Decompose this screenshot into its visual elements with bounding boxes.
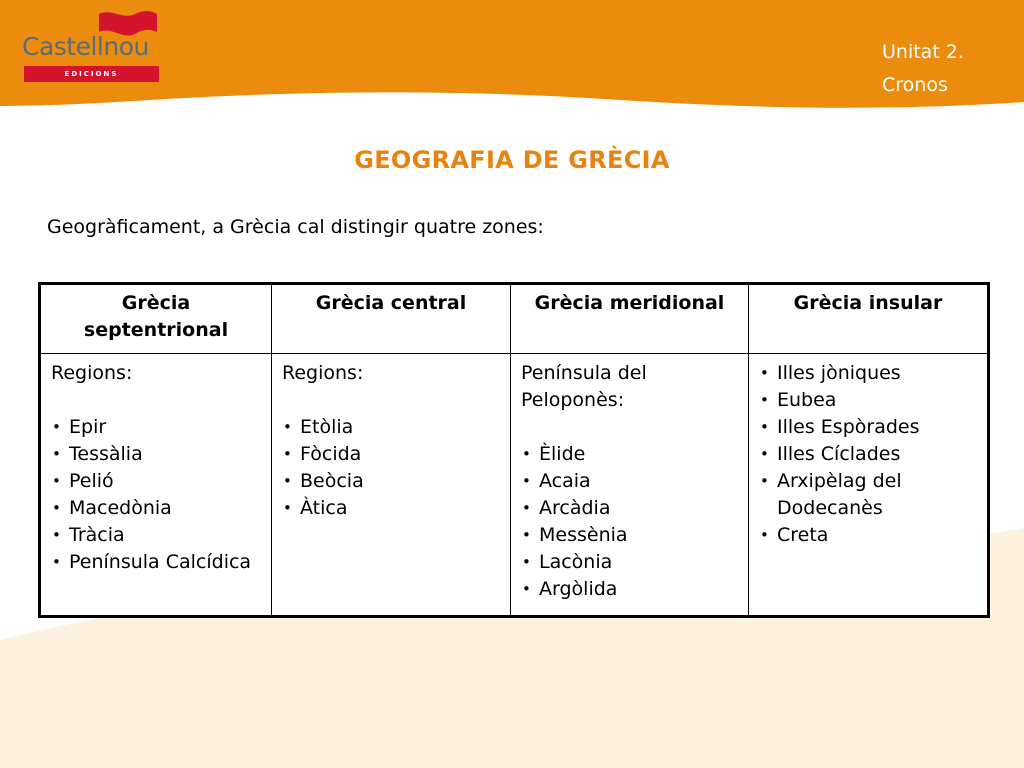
region-list bbox=[51, 414, 261, 576]
castellnou-logo bbox=[22, 8, 162, 78]
list-item: • Argòlida bbox=[521, 576, 738, 603]
list-item: • Epir bbox=[51, 414, 261, 441]
list-item: • Tràcia bbox=[51, 522, 261, 549]
list-item: • Èlide bbox=[521, 441, 738, 468]
list-item: • Illes Cíclades bbox=[759, 441, 977, 468]
list-item: • Etòlia bbox=[282, 414, 500, 441]
list-item: • Creta bbox=[759, 522, 977, 549]
spacer bbox=[51, 387, 261, 414]
unit-name: Cronos bbox=[882, 74, 948, 96]
cell-label: Regions: bbox=[51, 362, 133, 384]
logo-subtitle: EDICIONS bbox=[64, 69, 119, 78]
spacer bbox=[282, 387, 500, 414]
unit-number: Unitat 2. bbox=[882, 41, 964, 63]
unit-info bbox=[882, 36, 964, 102]
logo-subtitle-bar bbox=[24, 66, 159, 82]
header-grecia-septentrional: Grècia septentrional bbox=[40, 284, 272, 354]
list-item: • Macedònia bbox=[51, 495, 261, 522]
cell-insular bbox=[749, 354, 989, 617]
list-item: • Illes Espòrades bbox=[759, 414, 977, 441]
header-grecia-meridional: Grècia meridional bbox=[511, 284, 749, 354]
list-item: • Arcàdia bbox=[521, 495, 738, 522]
spacer bbox=[521, 414, 738, 441]
region-list bbox=[521, 441, 738, 603]
cell-label: Regions: bbox=[282, 362, 364, 384]
logo-name: Castellnou bbox=[22, 32, 149, 61]
zones-table bbox=[38, 282, 990, 618]
header-grecia-central: Grècia central bbox=[272, 284, 511, 354]
list-item: • Arxipèlag del Dodecanès bbox=[759, 468, 977, 522]
list-item: • Península Calcídica bbox=[51, 549, 261, 576]
intro-text: Geogràficament, a Grècia cal distingir quatre zones: bbox=[47, 216, 544, 238]
list-item: • Messènia bbox=[521, 522, 738, 549]
table-row bbox=[40, 354, 989, 617]
list-item: • Eubea bbox=[759, 387, 977, 414]
list-item: • Lacònia bbox=[521, 549, 738, 576]
list-item: • Fòcida bbox=[282, 441, 500, 468]
page-title: GEOGRAFIA DE GRÈCIA bbox=[354, 146, 670, 174]
list-item: • Àtica bbox=[282, 495, 500, 522]
list-item: • Tessàlia bbox=[51, 441, 261, 468]
list-item: • Acaia bbox=[521, 468, 738, 495]
table-header-row bbox=[40, 284, 989, 354]
header-grecia-insular: Grècia insular bbox=[749, 284, 989, 354]
cell-meridional bbox=[511, 354, 749, 617]
list-item: • Beòcia bbox=[282, 468, 500, 495]
list-item: • Pelió bbox=[51, 468, 261, 495]
island-list bbox=[759, 360, 977, 549]
cell-label: Península del Peloponès: bbox=[521, 362, 647, 411]
region-list bbox=[282, 414, 500, 522]
cell-septentrional bbox=[40, 354, 272, 617]
list-item: • Illes jòniques bbox=[759, 360, 977, 387]
cell-central bbox=[272, 354, 511, 617]
